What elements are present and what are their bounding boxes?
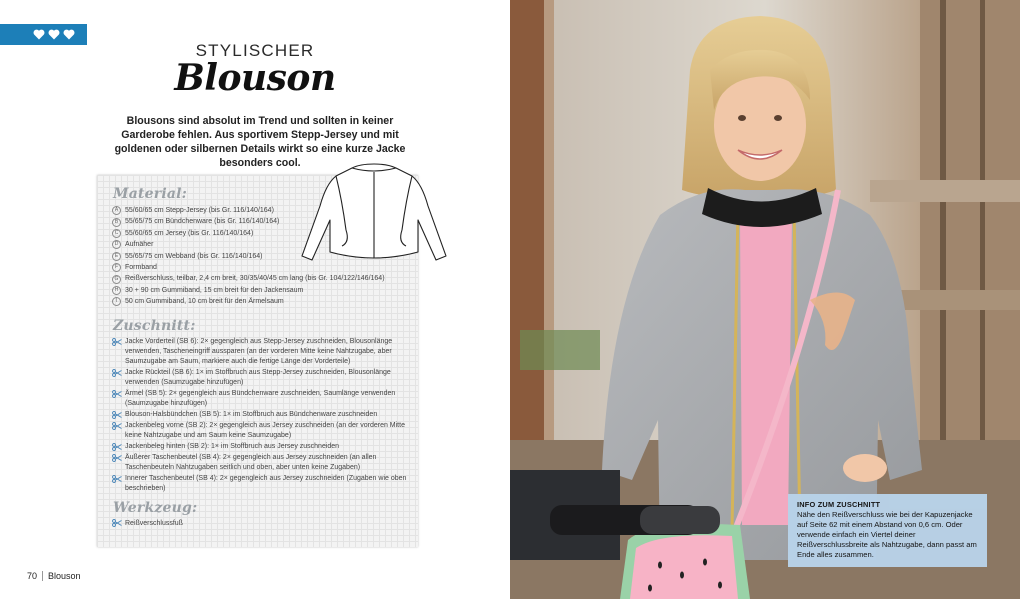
scissors-icon xyxy=(112,368,122,377)
heart-icon xyxy=(48,29,60,40)
list-item: E 55/65/75 cm Webband (bis Gr. 116/140/164) xyxy=(112,251,412,262)
list-item: F Formband xyxy=(112,262,412,273)
scissors-icon xyxy=(112,519,122,527)
scissors-icon xyxy=(112,389,122,398)
list-item: Jackenbeleg hinten (SB 2): 1× im Stoffbruch aus Jersey zuschneiden xyxy=(112,442,412,452)
title-kicker: STYLISCHER xyxy=(195,41,315,60)
material-list xyxy=(112,205,412,308)
list-item: D Aufnäher xyxy=(112,239,412,250)
list-item: Innerer Taschenbeutel (SB 4): 2× gegengleich aus Jersey zuschneiden (Zugaben wie oben beschrieben) xyxy=(112,474,412,494)
page-number: 70 xyxy=(27,571,38,581)
list-item: Jackenbeleg vorne (SB 2): 2× gegengleich aus Jersey zuschneiden (an der vorderen Mitte keine Nahtzugabe und am Saum keine Saumzugabe) xyxy=(112,421,412,441)
list-item: G Reißverschluss, teilbar, 2,4 cm breit, 30/35/40/45 cm lang (bis Gr. 104/122/146/164) xyxy=(112,273,412,284)
tools-heading: Werkzeug: xyxy=(113,500,198,516)
list-item: H 30 + 90 cm Gummiband, 15 cm breit für den Jackensaum xyxy=(112,285,412,296)
list-item: B 55/65/75 cm Bündchenware (bis Gr. 116/140/164) xyxy=(112,216,412,227)
scissors-icon xyxy=(112,421,122,430)
scissors-icon xyxy=(112,453,122,462)
list-item: Blouson-Halsbündchen (SB 5): 1× im Stoffbruch aus Bündchenware zuschneiden xyxy=(112,410,412,420)
material-heading: Material: xyxy=(113,186,187,202)
cut-list xyxy=(112,337,412,495)
heart-icon xyxy=(33,29,45,40)
info-box xyxy=(788,494,987,567)
list-item: I 50 cm Gummiband, 10 cm breit für den Ärmelsaum xyxy=(112,296,412,307)
list-item: Reißverschlussfuß xyxy=(112,519,183,527)
list-item: C 55/60/65 cm Jersey (bis Gr. 116/140/164) xyxy=(112,228,412,239)
list-item: A 55/60/65 cm Stepp-Jersey (bis Gr. 116/140/164) xyxy=(112,205,412,216)
footer-divider xyxy=(42,571,43,581)
info-heading: INFO ZUM ZUSCHNITT xyxy=(797,500,881,509)
footer-section: Blouson xyxy=(48,571,81,581)
intro-paragraph: Blousons sind absolut im Trend und sollten in keiner Garderobe fehlen. Aus sportivem Stepp-Jersey und mit goldenen oder silbernen Details wirkt so eine kurze Jacke besonders cool. xyxy=(114,115,406,169)
scissors-icon xyxy=(112,474,122,483)
cut-heading: Zuschnitt: xyxy=(113,318,196,334)
info-text: Nähe den Reißverschluss wie bei der Kapuzenjacke auf Seite 62 mit einem Abstand von 0,6 cm. Oder verwende einfach ein Viertel deiner Reißverschlussbreite als Nahtzugabe, dann passt am Ende alles zusammen. xyxy=(797,510,977,559)
list-item: Jacke Vorderteil (SB 6): 2× gegengleich aus Stepp-Jersey zuschneiden, Blousonlänge verwenden, Tascheneingriff aussparen (an der vorderen Mitte keine Nahtzugabe, aber Saumzugabe am Saum, markiere auch die fertige Länge der Vorderteile) xyxy=(112,337,412,366)
list-item: Ärmel (SB 5): 2× gegengleich aus Bündchenware zuschneiden, Saumlänge verwenden (Saumzugabe hinzufügen) xyxy=(112,389,412,409)
heart-icon xyxy=(63,29,75,40)
list-item: Äußerer Taschenbeutel (SB 4): 2× gegengleich aus Jersey zuschneiden (an allen Taschenbeuteln Nahtzugaben seitlich und oben, aber unten keine Zugaben) xyxy=(112,453,412,473)
scissors-icon xyxy=(112,410,122,419)
scissors-icon xyxy=(112,442,122,451)
page-footer xyxy=(27,571,81,581)
page-title: Blouson xyxy=(174,57,336,99)
list-item: Jacke Rückteil (SB 6): 1× im Stoffbruch aus Stepp-Jersey zuschneiden, Blousonlänge verwenden (Saumzugabe hinzufügen) xyxy=(112,368,412,388)
scissors-icon xyxy=(112,337,122,346)
